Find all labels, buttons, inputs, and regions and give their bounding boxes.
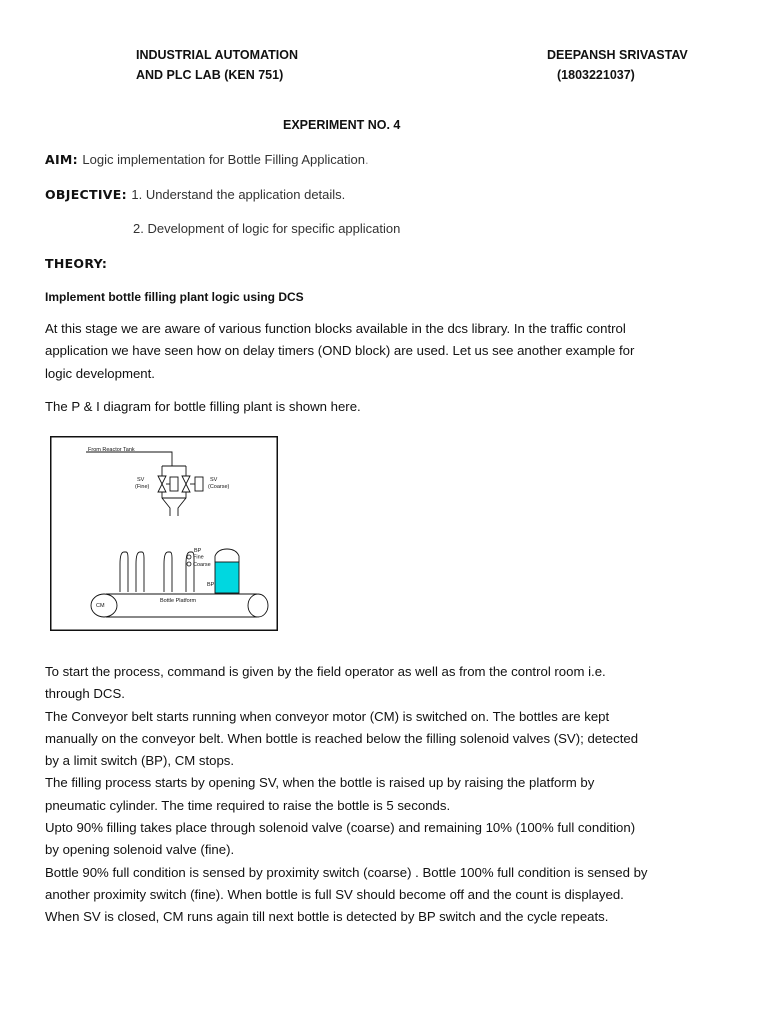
- sv-coarse-label-2: (Coarse): [208, 484, 230, 490]
- conveyor-end-roller: [248, 594, 268, 617]
- sv-fine-label: SV: [137, 477, 145, 483]
- student-info: [547, 45, 688, 85]
- objective-item-1: 1. Understand the application details.: [131, 187, 346, 202]
- body-line: manually on the conveyor belt. When bottle is reached below the filling solenoid valves (SV); detected: [45, 730, 639, 746]
- bottle-platform-label: Bottle Platform: [160, 598, 197, 604]
- proximity-switch-coarse: [187, 562, 191, 566]
- sv-coarse-label: SV: [210, 477, 218, 483]
- body-line: Bottle 90% full condition is sensed by proximity switch (coarse) . Bottle 100% full condition is sensed by: [45, 864, 648, 880]
- diagram-caption: The P & I diagram for bottle filling plant is shown here.: [45, 399, 361, 414]
- theory-label: THEORY:: [45, 256, 108, 271]
- from-tank-label: From Reactor Tank: [88, 447, 135, 453]
- body-line: To start the process, command is given by the field operator as well as from the control room i.e.: [45, 664, 606, 679]
- bp-top-label: BP: [194, 548, 202, 554]
- objective-row: [45, 186, 345, 204]
- intro-line: At this stage we are aware of various function blocks available in the dcs library. In the traffic control: [45, 321, 626, 336]
- aim-row: [45, 151, 369, 169]
- student-name: DEEPANSH SRIVASTAV: [547, 48, 688, 62]
- bp-label: BP: [207, 582, 215, 588]
- course-title-line1: INDUSTRIAL AUTOMATION: [136, 48, 299, 62]
- body-line: When SV is closed, CM runs again till next bottle is detected by BP switch and the cycle repeats.: [45, 909, 609, 925]
- pi-diagram: [50, 436, 278, 631]
- sv-fine-label-2: (Fine): [135, 484, 150, 490]
- student-id: (1803221037): [557, 68, 635, 82]
- body-line: by a limit switch (BP), CM stops.: [45, 753, 235, 769]
- aim-trail: .: [364, 152, 369, 167]
- experiment-title: EXPERIMENT NO. 4: [283, 118, 401, 132]
- body-line: through DCS.: [45, 686, 125, 702]
- body-line: pneumatic cylinder. The time required to raise the bottle is 5 seconds.: [45, 797, 451, 813]
- body-line: The Conveyor belt starts running when conveyor motor (CM) is switched on. The bottles are kept: [45, 708, 610, 724]
- cm-label: CM: [96, 603, 105, 609]
- aim-text: Logic implementation for Bottle Filling Application: [82, 152, 365, 167]
- intro-line: application we have seen how on delay timers (OND block) are used. Let us see another example for: [45, 343, 635, 359]
- theory-subheading: Implement bottle filling plant logic using DCS: [45, 290, 304, 304]
- body-line: by opening solenoid valve (fine).: [45, 842, 235, 858]
- course-title: [136, 45, 298, 85]
- process-description: [45, 661, 648, 929]
- course-title-line2: AND PLC LAB (KEN 751): [136, 68, 284, 82]
- objective-label: OBJECTIVE:: [45, 187, 127, 202]
- body-line: The filling process starts by opening SV, when the bottle is raised up by raising the platform by: [45, 775, 595, 791]
- aim-label: AIM:: [45, 152, 78, 167]
- theory-intro: [45, 318, 634, 385]
- coarse-label: Coarse: [193, 562, 211, 568]
- objective-item-2: 2. Development of logic for specific application: [133, 221, 401, 236]
- fine-label: Fine: [193, 554, 204, 561]
- intro-line: logic development.: [45, 365, 155, 381]
- proximity-switch-fine: [187, 555, 191, 559]
- body-line: another proximity switch (fine). When bottle is full SV should become off and the count is displayed.: [45, 886, 624, 902]
- body-line: Upto 90% filling takes place through solenoid valve (coarse) and remaining 10% (100% full condition): [45, 820, 636, 836]
- filled-bottle: [215, 562, 239, 593]
